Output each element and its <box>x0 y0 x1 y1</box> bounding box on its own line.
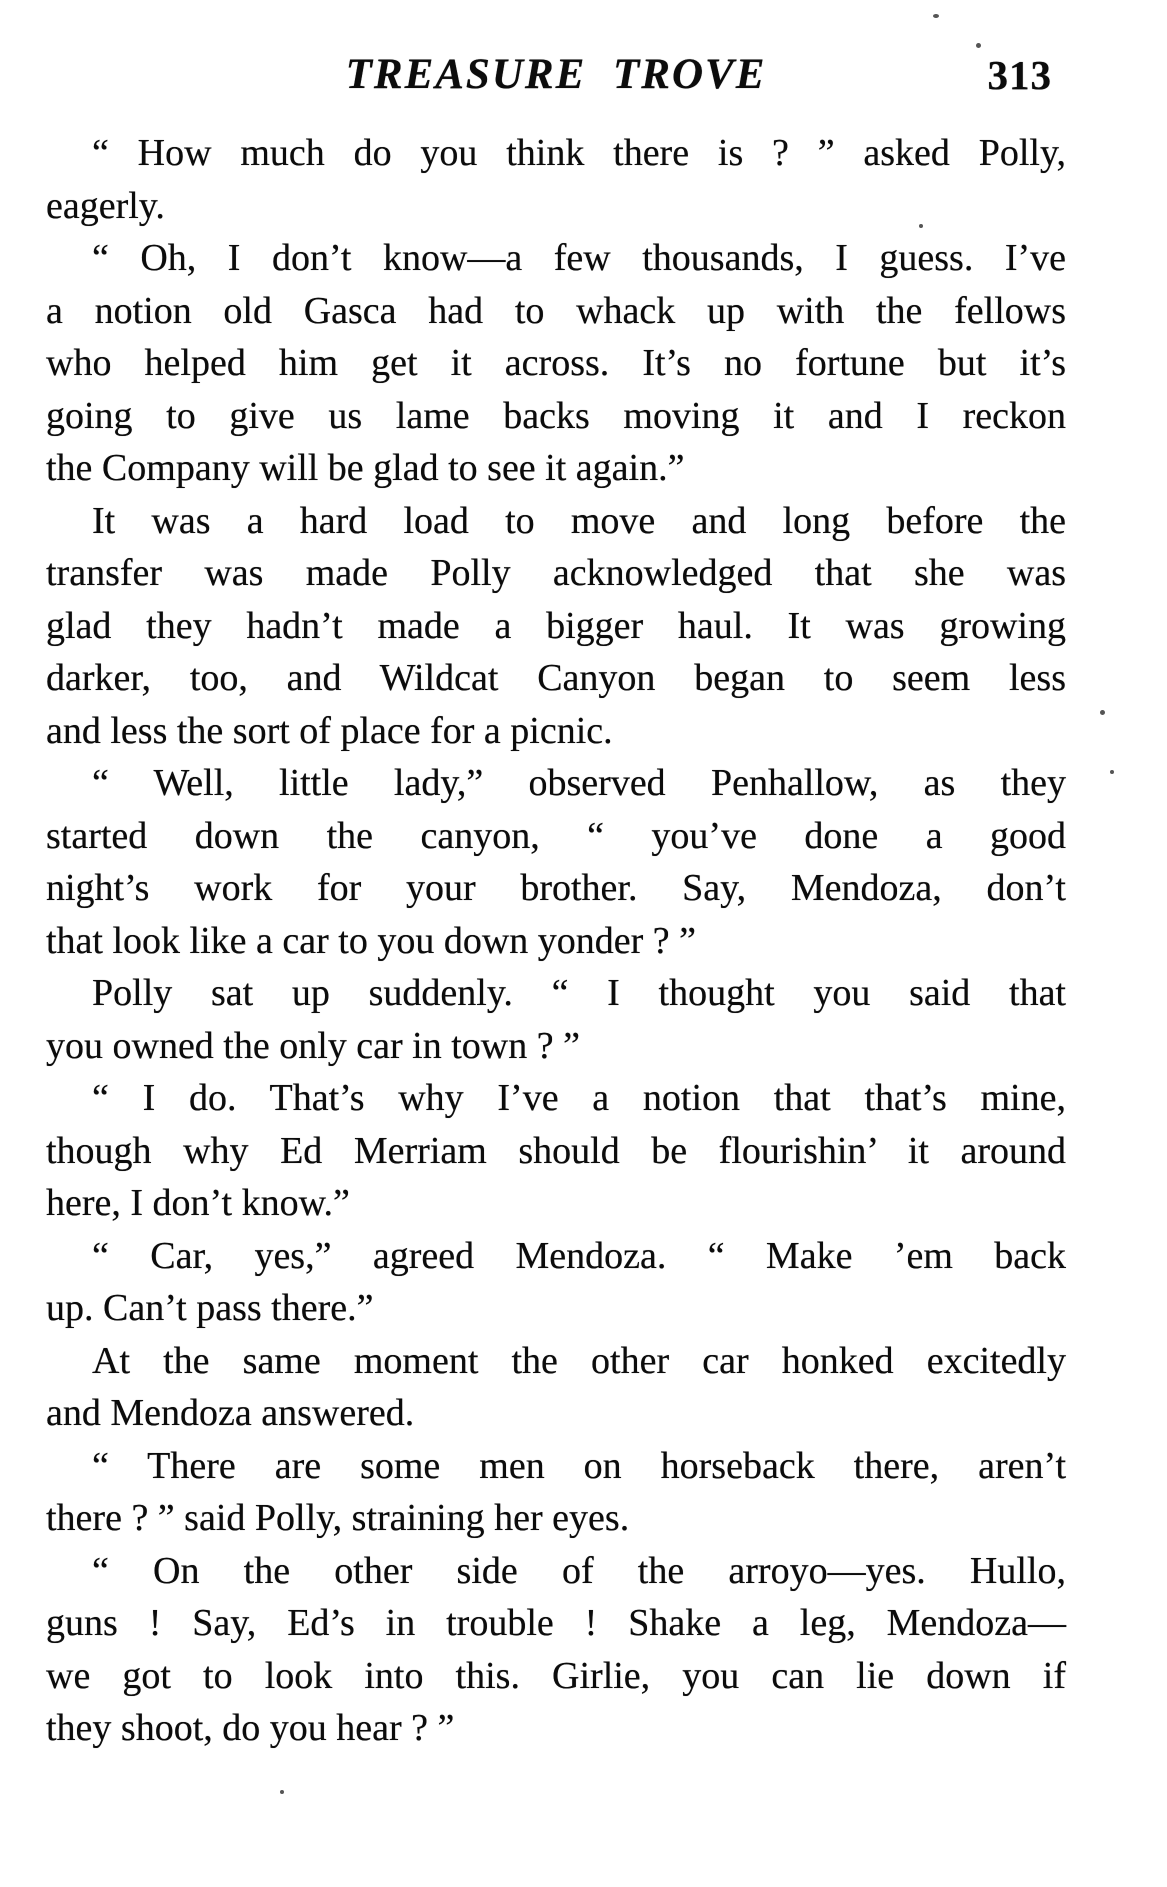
scan-speck <box>1110 770 1114 774</box>
page-body <box>46 127 1066 1755</box>
paragraph <box>46 967 1066 1072</box>
text-line: up. Can’t pass there.” <box>46 1287 374 1329</box>
text-line: “ I do. That’s why I’ve a notion that that’s mine, <box>92 1077 1066 1119</box>
text-line: the Company will be glad to see it again.” <box>46 447 685 489</box>
paragraph <box>46 495 1066 758</box>
text-line: though why Ed Merriam should be flourishin’ it around <box>46 1129 1066 1172</box>
text-line: who helped him get it across. It’s no fortune but it’s <box>46 342 1066 384</box>
text-line: a notion old Gasca had to whack up with the fellows <box>46 289 1066 332</box>
paragraph <box>46 127 1066 232</box>
text-line: started down the canyon, “ you’ve done a good <box>46 814 1066 857</box>
text-line: At the same moment the other car honked excitedly <box>92 1339 1066 1382</box>
text-line: transfer was made Polly acknowledged that she was <box>46 552 1066 594</box>
scan-speck <box>280 1790 284 1794</box>
page-title: TREASURE TROVE <box>345 51 767 98</box>
text-line: they shoot, do you hear ? ” <box>46 1707 455 1749</box>
text-line: eagerly. <box>46 184 165 227</box>
text-line: “ There are some men on horseback there, aren’t <box>92 1444 1066 1487</box>
text-line: there ? ” said Polly, straining her eyes. <box>46 1497 630 1539</box>
text-line: going to give us lame backs moving it and I reckon <box>46 394 1066 437</box>
scan-speck <box>976 43 981 48</box>
text-line: here, I don’t know.” <box>46 1182 350 1224</box>
text-line: that look like a car to you down yonder ? ” <box>46 919 697 962</box>
paragraph <box>46 757 1066 967</box>
text-line: you owned the only car in town ? ” <box>46 1024 580 1067</box>
scan-speck <box>919 224 923 228</box>
text-line: night’s work for your brother. Say, Mendoza, don’t <box>46 867 1066 909</box>
text-line: glad they hadn’t made a bigger haul. It was growing <box>46 604 1066 647</box>
page-number: 313 <box>987 52 1052 98</box>
scan-speck <box>1100 710 1105 715</box>
paragraph <box>46 1335 1066 1440</box>
paragraph <box>46 1545 1066 1755</box>
text-line: “ Well, little lady,” observed Penhallow, as they <box>92 762 1066 804</box>
text-line: “ Oh, I don’t know—a few thousands, I guess. I’ve <box>92 237 1066 279</box>
paragraph <box>46 232 1066 495</box>
text-line: darker, too, and Wildcat Canyon began to seem less <box>46 657 1066 699</box>
paragraph <box>46 1440 1066 1545</box>
text-line: “ On the other side of the arroyo—yes. Hullo, <box>92 1549 1066 1592</box>
paragraph <box>46 1072 1066 1230</box>
running-header <box>46 50 1066 106</box>
scan-speck <box>933 14 939 18</box>
text-line: and Mendoza answered. <box>46 1392 415 1434</box>
text-line: we got to look into this. Girlie, you can lie down if <box>46 1654 1066 1697</box>
text-line: Polly sat up suddenly. “ I thought you said that <box>92 972 1066 1014</box>
paragraph <box>46 1230 1066 1335</box>
text-line: guns ! Say, Ed’s in trouble ! Shake a leg, Mendoza— <box>46 1602 1066 1644</box>
text-line: It was a hard load to move and long before the <box>92 499 1066 542</box>
text-line: “ How much do you think there is ? ” asked Polly, <box>92 132 1066 174</box>
text-line: and less the sort of place for a picnic. <box>46 709 613 752</box>
text-line: “ Car, yes,” agreed Mendoza. “ Make ’em back <box>92 1234 1066 1277</box>
